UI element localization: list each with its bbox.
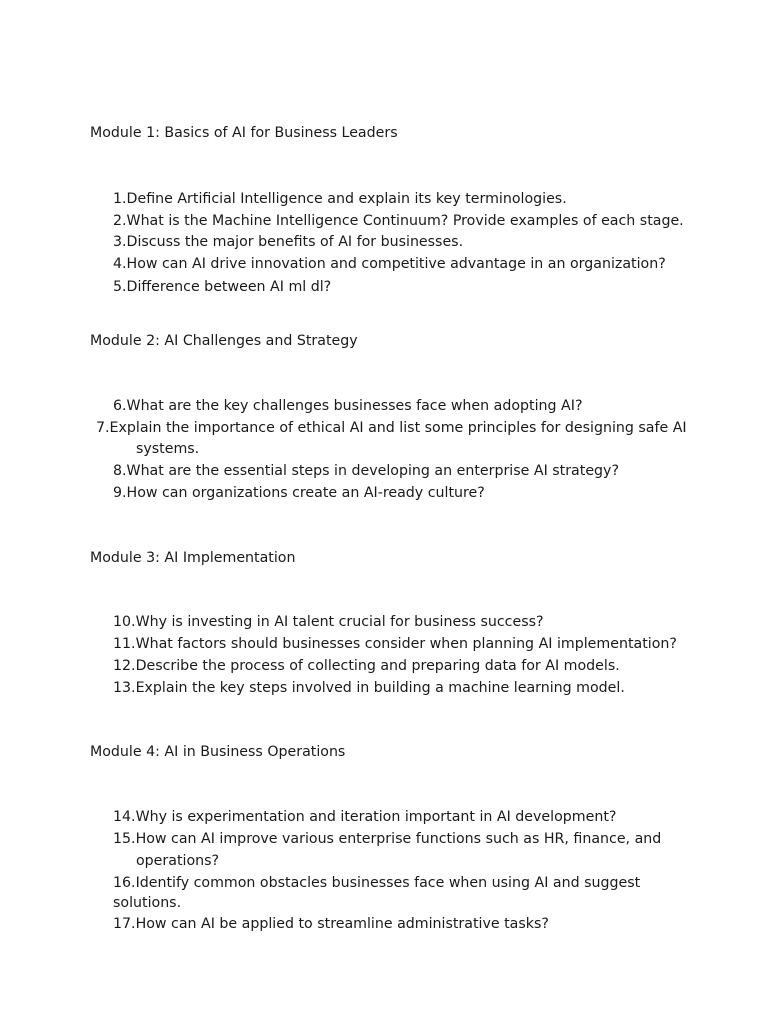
question-13: 13.Explain the key steps involved in building a machine learning model. [113, 680, 625, 696]
module-1-heading: Module 1: Basics of AI for Business Leaders [90, 125, 398, 141]
question-1: 1.Define Artificial Intelligence and explain its key terminologies. [113, 191, 567, 207]
module-3-heading: Module 3: AI Implementation [90, 550, 296, 566]
question-8: 8.What are the essential steps in developing an enterprise AI strategy? [113, 463, 619, 479]
question-15: 15.How can AI improve various enterprise functions such as HR, finance, and [113, 831, 662, 847]
question-14: 14.Why is experimentation and iteration important in AI development? [113, 809, 617, 825]
question-10: 10.Why is investing in AI talent crucial for business success? [113, 614, 544, 630]
question-11: 11.What factors should businesses consider when planning AI implementation? [113, 636, 677, 652]
question-16-continued: solutions. [113, 895, 182, 911]
module-4-heading: Module 4: AI in Business Operations [90, 744, 346, 760]
question-15-continued: operations? [136, 853, 220, 869]
question-7: 7.Explain the importance of ethical AI and list some principles for designing safe AI [96, 420, 687, 436]
question-4: 4.How can AI drive innovation and competitive advantage in an organization? [113, 256, 666, 272]
question-12: 12.Describe the process of collecting and preparing data for AI models. [113, 658, 620, 674]
question-9: 9.How can organizations create an AI-ready culture? [113, 485, 485, 501]
module-2-heading: Module 2: AI Challenges and Strategy [90, 333, 358, 349]
question-5: 5.Difference between AI ml dl? [113, 279, 332, 295]
question-6: 6.What are the key challenges businesses face when adopting AI? [113, 398, 583, 414]
question-3: 3.Discuss the major benefits of AI for businesses. [113, 234, 464, 250]
question-7-continued: systems. [136, 441, 200, 457]
question-17: 17.How can AI be applied to streamline administrative tasks? [113, 916, 549, 932]
question-16: 16.Identify common obstacles businesses face when using AI and suggest [113, 875, 641, 891]
question-2: 2.What is the Machine Intelligence Continuum? Provide examples of each stage. [113, 213, 684, 229]
